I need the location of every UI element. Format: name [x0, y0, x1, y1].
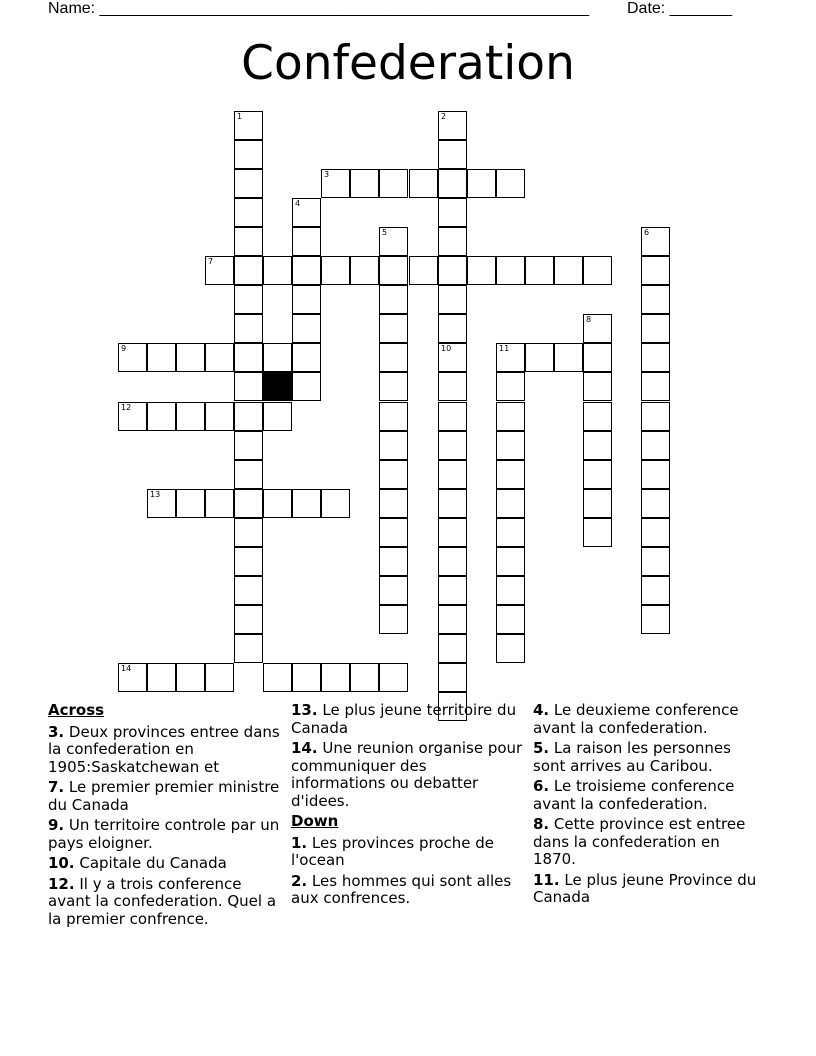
clue-number: 4 — [295, 199, 301, 208]
grid-cell — [438, 402, 467, 431]
clue-number: 2 — [441, 112, 447, 121]
grid-cell — [379, 343, 408, 372]
clue-number: 5 — [382, 228, 388, 237]
grid-cell — [583, 518, 612, 547]
grid-cell — [234, 518, 263, 547]
grid-cell — [292, 198, 321, 227]
grid-cell — [263, 343, 292, 372]
grid-cell — [641, 314, 670, 343]
grid-cell — [641, 460, 670, 489]
grid-cell — [496, 460, 525, 489]
grid-cell — [438, 285, 467, 314]
grid-cell — [263, 256, 292, 285]
grid-cell — [350, 256, 379, 285]
grid-cell — [292, 314, 321, 343]
grid-cell — [176, 402, 205, 431]
clue-number: 12 — [121, 403, 132, 412]
grid-cell — [496, 634, 525, 663]
clue-number: 14 — [121, 664, 132, 673]
clue-number: 3 — [324, 170, 330, 179]
grid-cell — [205, 343, 234, 372]
grid-cell — [147, 489, 176, 518]
grid-cell — [234, 372, 263, 401]
grid-cell — [205, 256, 234, 285]
grid-cell — [234, 547, 263, 576]
clue-number: 7 — [208, 257, 214, 266]
grid-cell — [525, 343, 554, 372]
grid-cell — [438, 227, 467, 256]
clue-number: 1 — [237, 112, 243, 121]
grid-cell — [234, 140, 263, 169]
grid-cell — [292, 663, 321, 692]
grid-cell — [438, 111, 467, 140]
grid-cell — [583, 372, 612, 401]
clue-number: 6 — [644, 228, 650, 237]
grid-cell — [496, 402, 525, 431]
grid-cell — [176, 489, 205, 518]
grid-cell — [583, 343, 612, 372]
grid-cell — [379, 605, 408, 634]
grid-cell — [438, 169, 467, 198]
grid-cell — [379, 285, 408, 314]
grid-cell — [583, 314, 612, 343]
grid-cell — [292, 227, 321, 256]
grid-cell — [409, 169, 438, 198]
grid-cell — [496, 169, 525, 198]
grid-cell — [467, 256, 496, 285]
grid-cell — [438, 431, 467, 460]
clues-column-2 — [291, 702, 523, 911]
grid-cell — [438, 314, 467, 343]
grid-cell — [118, 343, 147, 372]
grid-cell — [321, 489, 350, 518]
grid-cell — [118, 663, 147, 692]
grid-cell — [641, 402, 670, 431]
clue-across-3: 3. Deux provinces entree dans la confederation en 1905:Saskatchewan et — [48, 722, 280, 776]
clue-across-12: 12. Il y a trois conference avant la confederation. Quel a la premier confrence. — [48, 874, 277, 928]
grid-cell — [321, 169, 350, 198]
grid-cell — [234, 402, 263, 431]
grid-cell — [641, 489, 670, 518]
grid-cell — [583, 431, 612, 460]
grid-cell — [234, 605, 263, 634]
grid-cell — [379, 576, 408, 605]
grid-cell — [263, 402, 292, 431]
grid-cell — [496, 547, 525, 576]
grid-cell — [438, 518, 467, 547]
clue-number: 11 — [499, 344, 510, 353]
grid-cell — [641, 285, 670, 314]
clue-down-2: 2. Les hommes qui sont alles aux confrences. — [291, 871, 512, 907]
grid-cell — [176, 663, 205, 692]
clue-across-13: 13. Le plus jeune territoire du Canada — [291, 701, 517, 737]
grid-cell — [321, 663, 350, 692]
grid-cell — [641, 256, 670, 285]
grid-cell — [641, 372, 670, 401]
grid-cell — [147, 663, 176, 692]
grid-cell — [379, 547, 408, 576]
grid-cell — [438, 198, 467, 227]
grid-cell — [438, 343, 467, 372]
grid-cell — [205, 402, 234, 431]
grid-cell — [496, 576, 525, 605]
clue-across-9: 9. Un territoire controle par un pays eloigner. — [48, 816, 280, 852]
grid-cell — [438, 576, 467, 605]
grid-cell — [379, 372, 408, 401]
grid-cell — [234, 460, 263, 489]
grid-cell — [496, 605, 525, 634]
grid-cell — [496, 489, 525, 518]
grid-cell — [234, 489, 263, 518]
grid-cell — [641, 605, 670, 634]
clue-across-10: 10. Capitale du Canada — [48, 854, 227, 872]
clue-down-4: 4. Le deuxieme conference avant la confederation. — [533, 701, 739, 737]
grid-cell — [496, 372, 525, 401]
clue-across-14: 14. Une reunion organise pour communiquer des informations ou debatter d'idees. — [291, 739, 523, 810]
clue-number: 9 — [121, 344, 127, 353]
grid-cell — [438, 140, 467, 169]
grid-cell — [496, 343, 525, 372]
grid-cell — [234, 198, 263, 227]
grid-cell — [467, 169, 496, 198]
grid-cell — [379, 314, 408, 343]
grid-cell — [234, 227, 263, 256]
clue-down-6: 6. Le troisieme conference avant la confederation. — [533, 777, 735, 813]
grid-cell — [438, 605, 467, 634]
grid-cell — [583, 256, 612, 285]
grid-cell — [438, 460, 467, 489]
grid-cell — [292, 256, 321, 285]
grid-cell — [641, 576, 670, 605]
grid-cell — [583, 460, 612, 489]
grid-cell — [263, 489, 292, 518]
grid-cell — [379, 227, 408, 256]
grid-cell — [321, 256, 350, 285]
grid-cell — [292, 343, 321, 372]
grid-cell — [438, 634, 467, 663]
grid-cell — [438, 663, 467, 692]
grid-cell — [496, 518, 525, 547]
clue-number: 8 — [586, 315, 592, 324]
grid-cell — [641, 547, 670, 576]
grid-cell — [438, 372, 467, 401]
grid-cell — [641, 518, 670, 547]
grid-cell — [234, 576, 263, 605]
grid-cell — [554, 343, 583, 372]
grid-cell — [234, 314, 263, 343]
clue-number: 10 — [441, 344, 452, 353]
grid-cell — [379, 169, 408, 198]
grid-cell — [205, 663, 234, 692]
grid-cell — [263, 663, 292, 692]
grid-cell — [234, 169, 263, 198]
grid-cell — [554, 256, 583, 285]
grid-cell — [234, 256, 263, 285]
grid-cell — [234, 285, 263, 314]
date-field-label: Date: _______ — [627, 0, 732, 17]
grid-cell — [234, 431, 263, 460]
grid-cell — [234, 343, 263, 372]
grid-cell — [496, 256, 525, 285]
grid-cell — [379, 431, 408, 460]
grid-cell — [350, 169, 379, 198]
grid-cell — [118, 402, 147, 431]
grid-block — [263, 372, 292, 401]
grid-cell — [438, 547, 467, 576]
clues-column-1 — [48, 702, 280, 931]
grid-cell — [234, 634, 263, 663]
grid-cell — [205, 489, 234, 518]
grid-cell — [292, 489, 321, 518]
clue-across-7: 7. Le premier premier ministre du Canada — [48, 778, 280, 814]
grid-cell — [379, 402, 408, 431]
grid-cell — [176, 343, 205, 372]
down-heading: Down — [291, 812, 339, 830]
grid-cell — [379, 256, 408, 285]
grid-cell — [350, 663, 379, 692]
grid-cell — [641, 431, 670, 460]
name-field-label: Name: _______________________________________________________ — [48, 0, 589, 17]
grid-cell — [379, 518, 408, 547]
clue-down-5: 5. La raison les personnes sont arrives au Caribou. — [533, 739, 731, 775]
clue-down-11: 11. Le plus jeune Province du Canada — [533, 870, 757, 906]
grid-cell — [379, 489, 408, 518]
grid-cell — [409, 256, 438, 285]
page-title: Confederation — [241, 36, 575, 91]
grid-cell — [147, 343, 176, 372]
clue-down-1: 1. Les provinces proche de l'ocean — [291, 833, 495, 869]
clue-number: 13 — [150, 490, 161, 499]
grid-cell — [496, 431, 525, 460]
clue-down-8: 8. Cette province est entree dans la confederation en 1870. — [533, 815, 746, 868]
grid-cell — [583, 402, 612, 431]
clues-column-3 — [533, 702, 765, 910]
grid-cell — [438, 489, 467, 518]
grid-cell — [147, 402, 176, 431]
grid-cell — [292, 372, 321, 401]
across-heading: Across — [48, 701, 105, 719]
grid-cell — [525, 256, 554, 285]
grid-cell — [292, 285, 321, 314]
grid-cell — [583, 489, 612, 518]
grid-cell — [438, 256, 467, 285]
grid-cell — [641, 343, 670, 372]
grid-cell — [234, 111, 263, 140]
grid-cell — [379, 460, 408, 489]
grid-cell — [641, 227, 670, 256]
grid-cell — [379, 663, 408, 692]
